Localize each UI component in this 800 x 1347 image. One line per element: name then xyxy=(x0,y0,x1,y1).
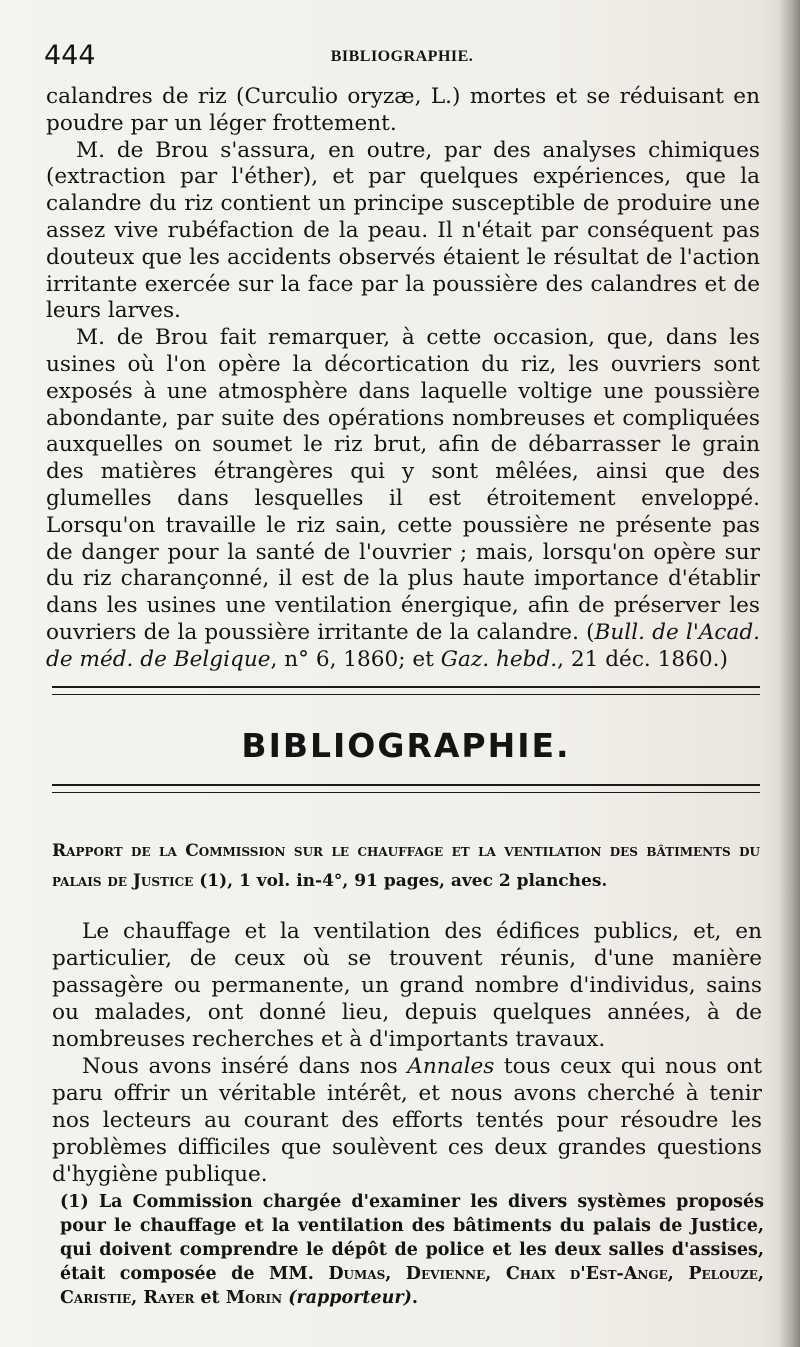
footnote-text: . xyxy=(411,1288,418,1308)
section-heading: BIBLIOGRAPHIE. xyxy=(241,726,571,765)
paragraph-text: Nous avons inséré dans nos xyxy=(82,1054,408,1079)
reference-journal: Gaz. hebd. xyxy=(440,646,558,672)
bibliography-entry-body xyxy=(52,918,762,1188)
page-spine-shadow xyxy=(778,0,800,1347)
entry-details: (1), 1 vol. in-4°, 91 pages, avec 2 planches. xyxy=(193,871,608,891)
paragraph: calandres de riz (Curculio oryzæ, L.) mortes et se réduisant en poudre par un léger frottement. xyxy=(46,84,760,136)
footnote-text: (1) La Commission chargée d'examiner les divers systèmes proposés pour le chauffage et la ventilation des bâtiments du palais de Justice, qui doivent comprendre le dépôt de police et les deux salles d'assises, était composée de MM. xyxy=(60,1192,764,1284)
section-divider-bottom xyxy=(52,784,760,793)
journal-name: Annales xyxy=(407,1054,495,1079)
page-number: 444 xyxy=(44,40,96,71)
reference-journal: Bull. de l'Acad. de méd. de Belgique xyxy=(46,619,761,672)
paragraph xyxy=(46,325,760,673)
entry-title: Rapport de la Commission sur le chauffage et la ventilation des bâtiments du palais de Justice xyxy=(52,841,760,891)
running-title: BIBLIOGRAPHIE. xyxy=(330,48,474,65)
paragraph: M. de Brou s'assura, en outre, par des analyses chimiques (extraction par l'éther), et par quelques expériences, que la calandre du riz contient un principe susceptible de produire une assez vive rubéfaction de la peau. Il n'était par conséquent pas douteux que les accidents observés étaient le résultat de l'action irritante exercée sur la face par la poussière des calandres et de leurs larves. xyxy=(46,137,760,324)
reference-text: , 21 déc. 1860.) xyxy=(557,646,728,672)
footnote-name: Morin xyxy=(225,1288,283,1308)
footnote xyxy=(60,1190,764,1310)
article-continuation xyxy=(46,84,760,674)
footnote-role: (rapporteur) xyxy=(288,1288,412,1308)
reference-text: , n° 6, 1860; et xyxy=(270,646,441,672)
footnote-names: Dumas, Devienne, Chaix d'Est-Ange, Pelouze, Caristie, Rayer xyxy=(60,1264,764,1308)
paragraph-text: tous ceux qui nous ont paru offrir un véritable intérêt, et nous avons cherché à tenir nos lecteurs au courant des efforts tentés pour résoudre les problèmes difficiles que soulèvent ces deux grandes questions d'hygiène publique. xyxy=(52,1054,762,1187)
page-header xyxy=(44,40,760,80)
paragraph: Le chauffage et la ventilation des édifices publics, et, en particulier, de ceux où se trouvent réunis, d'une manière passagère ou permanente, un grand nombre d'individus, sains ou malades, ont donné lieu, depuis quelques années, à de nombreuses recherches et à d'importants travaux. xyxy=(52,919,762,1052)
section-divider-top xyxy=(52,686,760,695)
footnote-text: et xyxy=(194,1288,226,1308)
paragraph-text: M. de Brou fait remarquer, à cette occasion, que, dans les usines où l'on opère la décortication du riz, les ouvriers sont exposés à une atmosphère dans laquelle voltige une poussière abondante, par suite des opérations nombreuses et compliquées auxquelles on soumet le riz brut, afin de débarrasser le grain des matières étrangères qui y sont mêlées, ainsi que des glumelles dans lesquelles il est étroitement enveloppé. Lorsqu'on travaille le riz sain, cette poussière ne présente pas de danger pour la santé de l'ouvrier ; mais, lorsqu'on opère sur du riz charançonné, il est de la plus haute importance d'établir dans les usines une ventilation énergique, afin de préserver les ouvriers de la poussière irritante de la calandre. ( xyxy=(46,325,760,645)
bibliography-entry-title xyxy=(52,836,760,896)
paragraph xyxy=(52,1053,762,1188)
